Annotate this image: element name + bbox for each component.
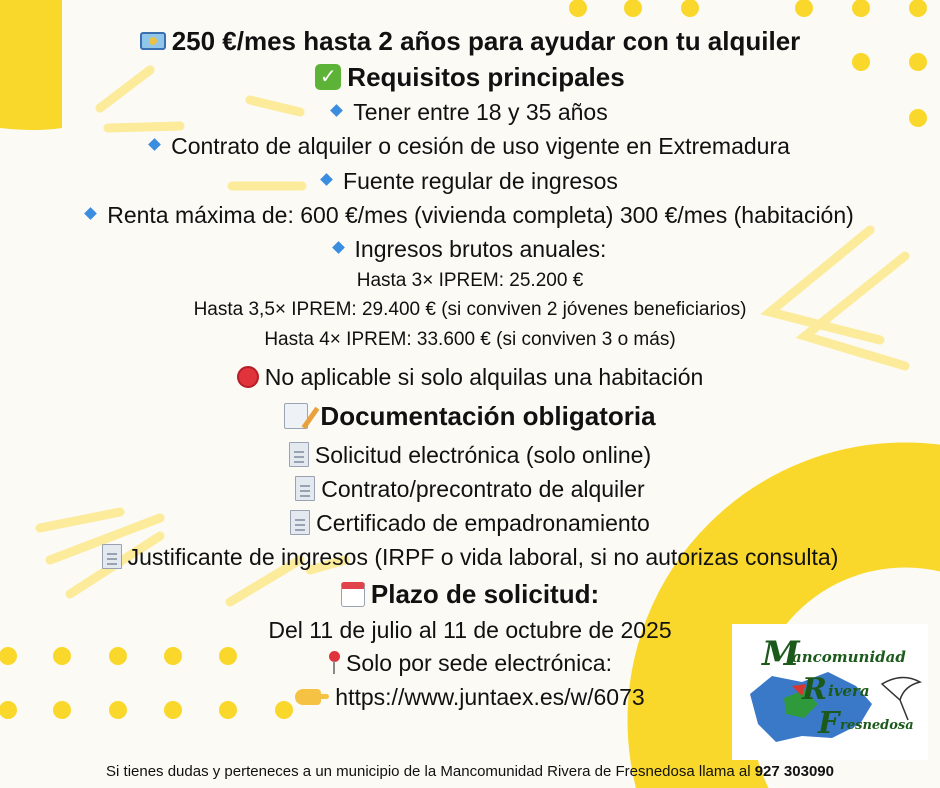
deadline-dates: Del 11 de julio al 11 de octubre de 2025: [268, 617, 672, 643]
document-icon: [295, 476, 315, 501]
money-bill-icon: [140, 32, 166, 50]
requirement-item: Fuente regular de ingresos: [0, 168, 940, 194]
income-limit: Hasta 3× IPREM: 25.200 €: [356, 270, 584, 291]
headline-text: 250 €/mes hasta 2 años para ayudar con tu alquiler: [171, 26, 801, 56]
footer-phone[interactable]: 927 303090: [754, 763, 834, 780]
requirement-item: Tener entre 18 y 35 años: [0, 99, 940, 125]
requirements-title: [0, 63, 940, 93]
document-item: Justificante de ingresos (IRPF o vida laboral, si no autorizas consulta): [0, 544, 940, 571]
blue-diamond-icon: [148, 139, 161, 152]
document-item: Contrato/precontrato de alquiler: [0, 476, 940, 503]
stop-sign-icon: [237, 366, 259, 388]
requirement-item: Renta máxima de: 600 €/mes (vivienda completa) 300 €/mes (habitación): [0, 202, 940, 228]
blue-diamond-icon: [332, 242, 345, 255]
requirements-title-text: Requisitos principales: [347, 62, 625, 92]
deadline-title: Plazo de solicitud:: [0, 580, 940, 610]
footer: [0, 763, 940, 780]
mancomunidad-logo: M ancomunidad R ivera F resnedosa: [732, 624, 928, 760]
footer-text: Si tienes dudas y perteneces a un municipio de la Mancomunidad Rivera de Fresnedosa llama al: [106, 763, 751, 780]
document-icon: [289, 442, 309, 467]
blue-diamond-icon: [84, 208, 97, 221]
pointing-hand-icon: [295, 689, 321, 705]
application-link[interactable]: https://www.juntaex.es/w/6073: [335, 684, 645, 710]
document-item: Solicitud electrónica (solo online): [0, 442, 940, 469]
headline: [0, 27, 940, 57]
document-icon: [102, 544, 122, 569]
pin-icon: [328, 651, 340, 675]
memo-icon: [284, 403, 308, 429]
check-mark-icon: ✓: [315, 64, 341, 90]
submission-channel: Solo por sede electrónica:: [0, 650, 940, 677]
exclusion-note: No aplicable si solo alquilas una habitación: [0, 364, 940, 390]
document-icon: [290, 510, 310, 535]
requirement-item: Ingresos brutos anuales:: [0, 236, 940, 262]
income-limit: Hasta 3,5× IPREM: 29.400 € (si conviven 2 jóvenes beneficiarios): [193, 299, 747, 320]
document-item: Certificado de empadronamiento: [0, 510, 940, 537]
blue-diamond-icon: [330, 105, 343, 118]
calendar-icon: [341, 582, 365, 607]
blue-diamond-icon: [320, 174, 333, 187]
requirement-item: Contrato de alquiler o cesión de uso vigente en Extremadura: [0, 133, 940, 159]
income-limit: Hasta 4× IPREM: 33.600 € (si conviven 3 o más): [264, 329, 676, 350]
documentation-title: Documentación obligatoria: [0, 402, 940, 432]
